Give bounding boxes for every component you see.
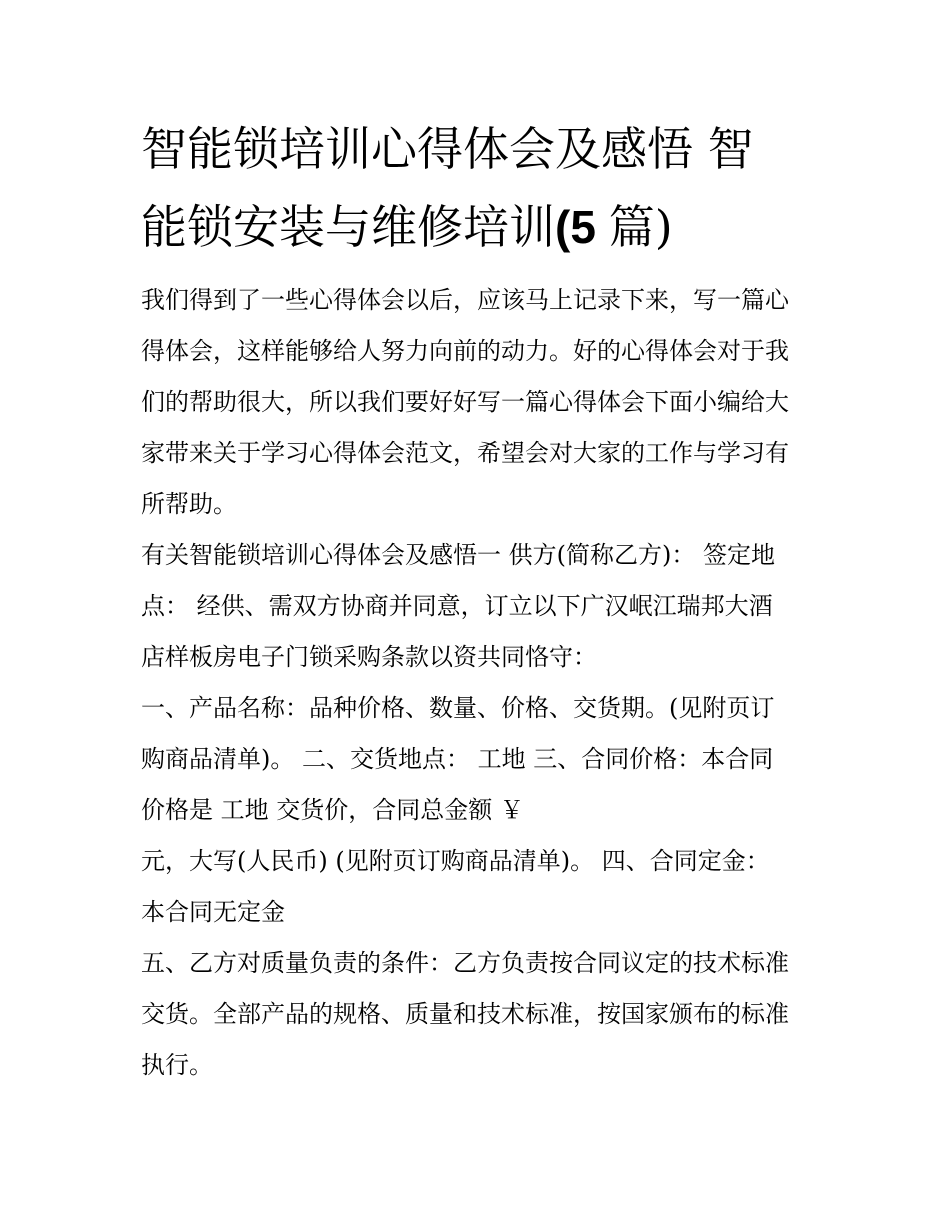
paragraph-supplier	[141, 530, 821, 683]
text-line: 元，大写(人民币) (见附页订购商品清单)。 四、合同定金：	[141, 847, 770, 875]
text-line: 有关智能锁培训心得体会及感悟一 供方(简称乙方)： 签定地	[141, 541, 775, 569]
title-part-2-tail: 篇)	[608, 200, 673, 254]
paragraph-intro	[141, 275, 821, 530]
text-line: 家带来关于学习心得体会范文，希望会对大家的工作与学习有	[141, 439, 789, 467]
text-line: 点： 经供、需双方协商并同意，订立以下广汉岷江瑞邦大酒	[141, 592, 773, 620]
document-title	[141, 110, 821, 266]
text-line: 所帮助。	[141, 490, 237, 518]
text-line: 交货。全部产品的规格、质量和技术标准，按国家颁布的标准	[141, 1000, 789, 1028]
text-line: 们的帮助很大，所以我们要好好写一篇心得体会下面小编给大	[141, 388, 789, 416]
text-line: 购商品清单)。 二、交货地点： 工地 三、合同价格：本合同	[141, 745, 774, 773]
paragraph-contract-terms	[141, 683, 821, 938]
text-line: 执行。	[141, 1051, 213, 1079]
title-part-2: 能锁安装与维修培训	[141, 200, 555, 254]
text-line: 五、乙方对质量负责的条件：乙方负责按合同议定的技术标准	[141, 949, 789, 977]
text-line: 得体会，这样能够给人努力向前的动力。好的心得体会对于我	[141, 337, 789, 365]
title-part-2-latin: (5	[555, 201, 609, 253]
text-line: 我们得到了一些心得体会以后，应该马上记录下来，写一篇心	[141, 286, 789, 314]
title-part-1: 智能锁培训心得体会及感悟 智	[141, 122, 754, 176]
text-line: 价格是 工地 交货价，合同总金额 ￥	[141, 796, 524, 824]
text-line: 店样板房电子门锁采购条款以资共同恪守：	[141, 643, 597, 671]
document-body	[141, 275, 821, 1091]
text-line: 本合同无定金	[141, 898, 285, 926]
paragraph-quality	[141, 938, 821, 1091]
text-line: 一、产品名称：品种价格、数量、价格、交货期。(见附页订	[141, 694, 775, 722]
